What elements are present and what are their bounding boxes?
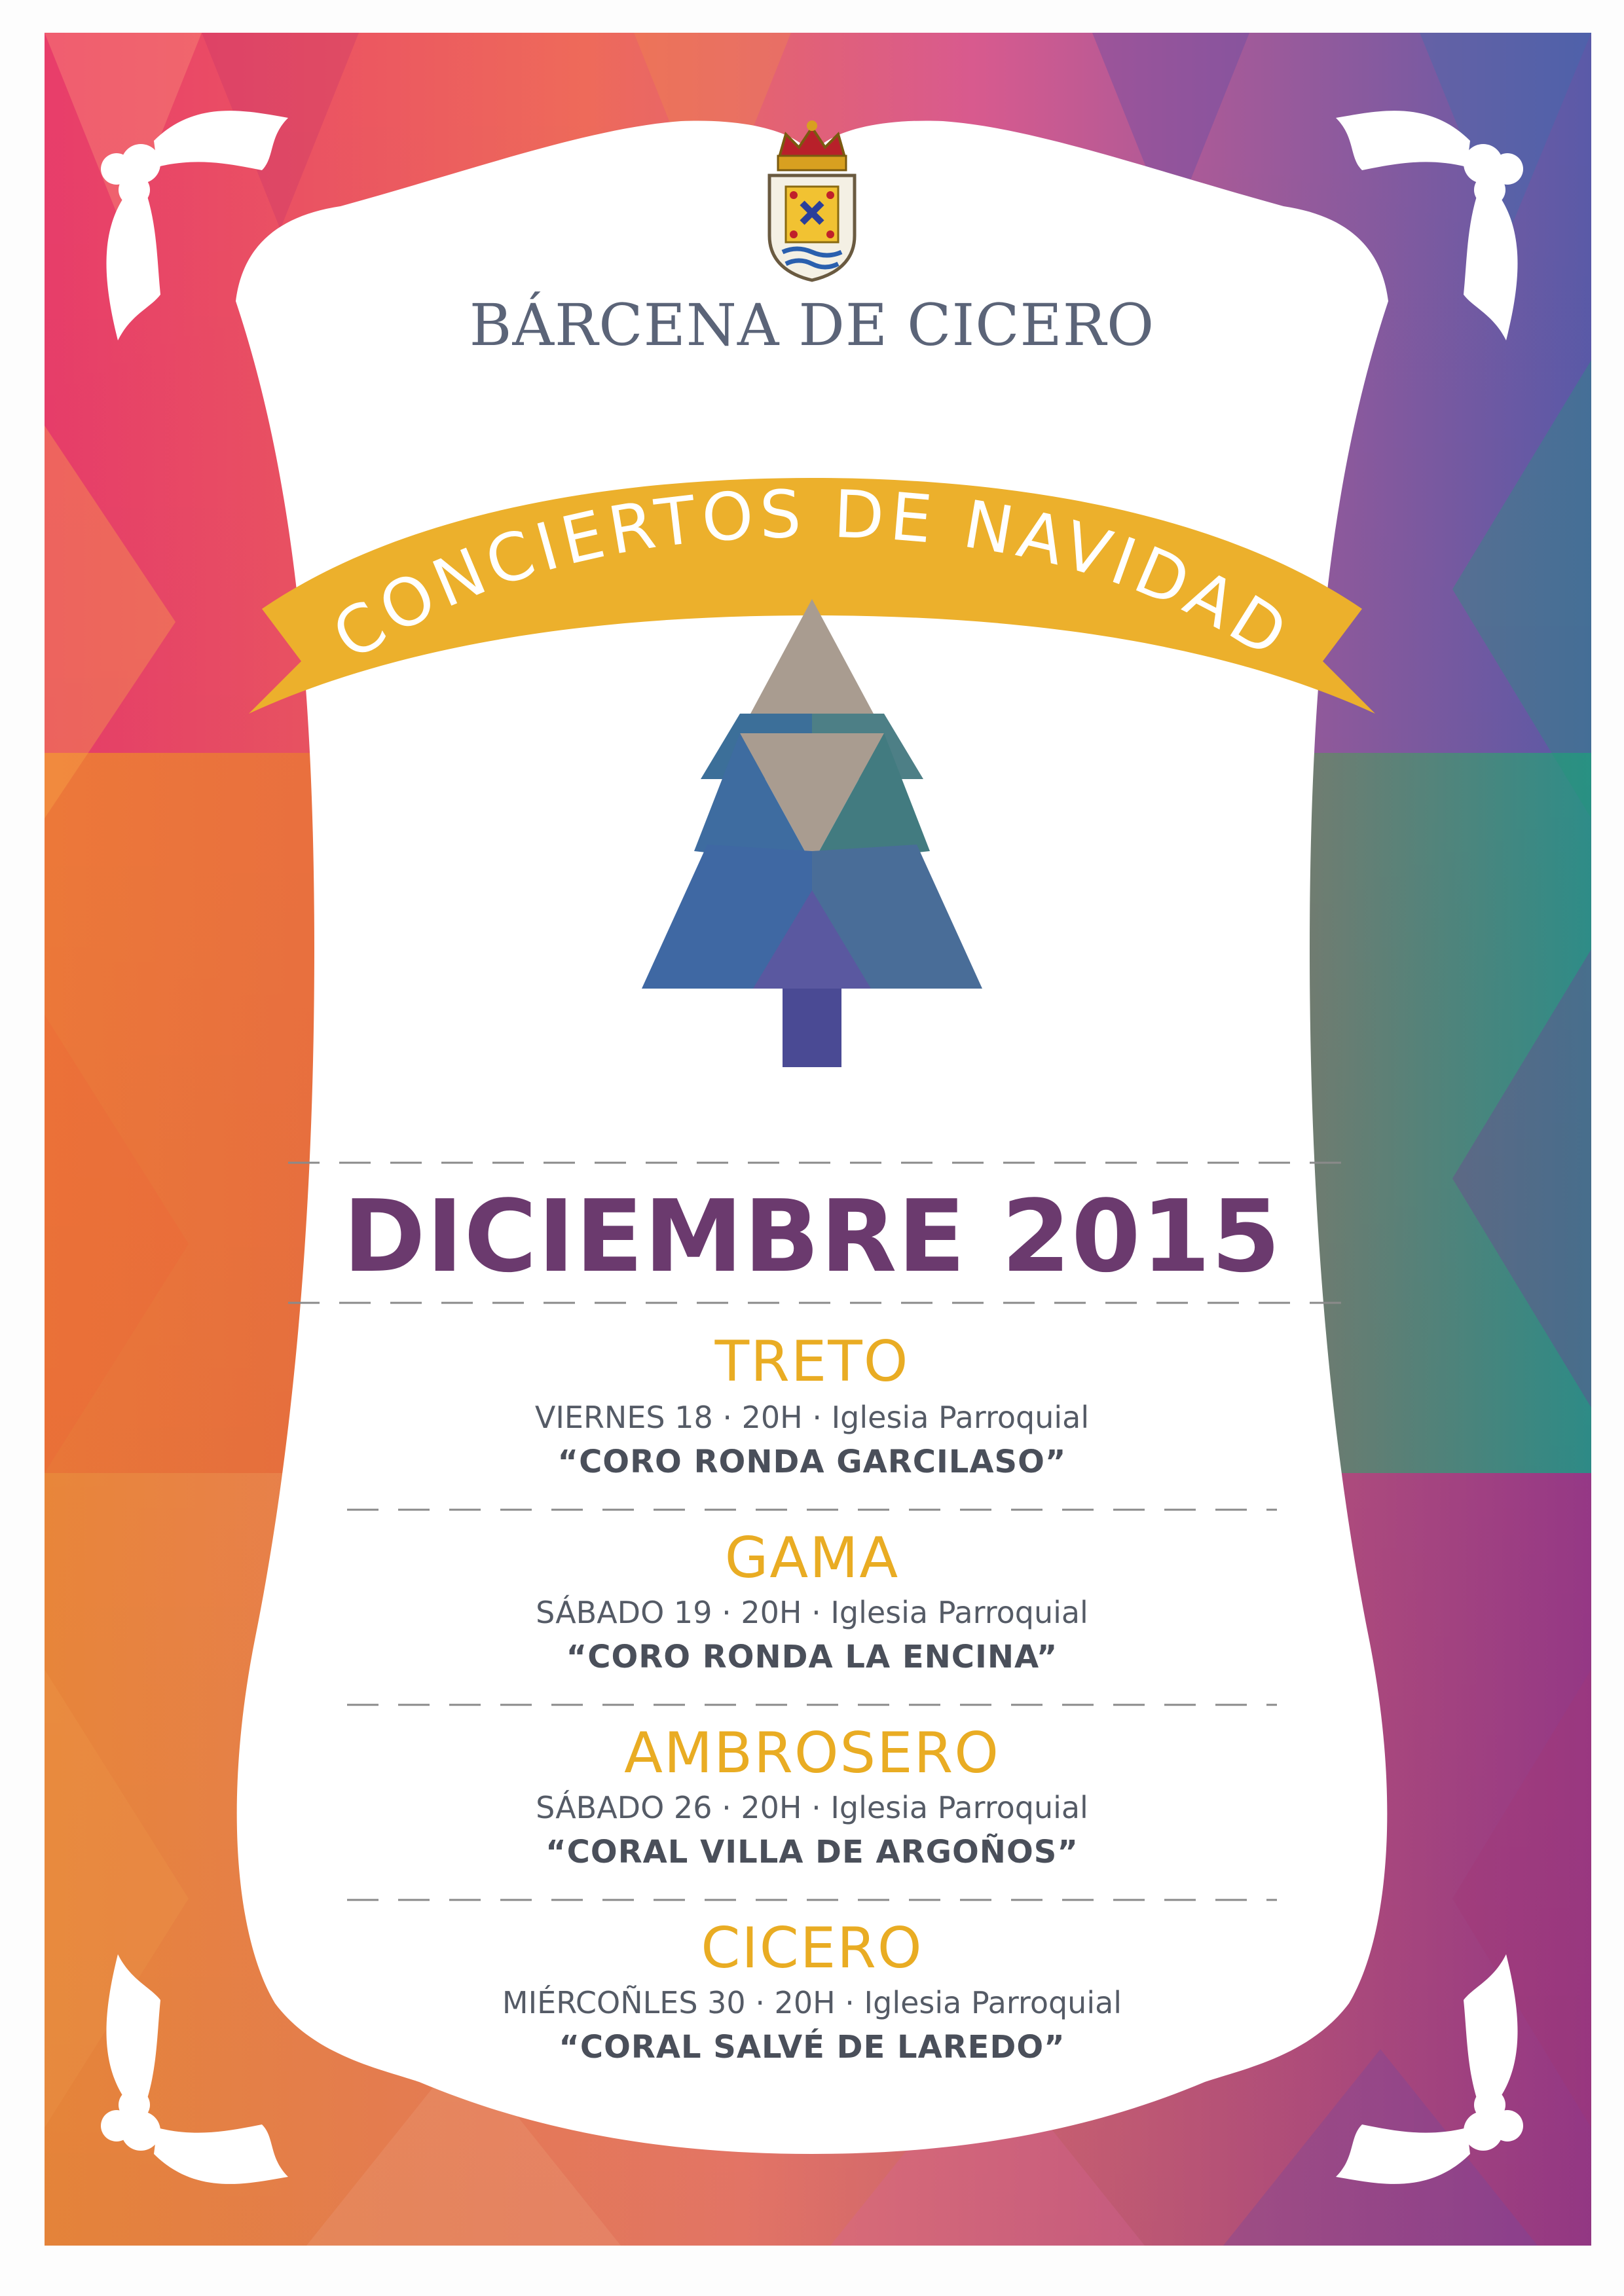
concert-choir: “CORO RONDA GARCILASO” xyxy=(557,1444,1067,1480)
concert-town: CICERO xyxy=(701,1916,923,1981)
coat-of-arms-icon xyxy=(769,120,855,280)
municipality-name: BÁRCENA DE CICERO xyxy=(469,291,1155,359)
banner-title: CONCIERTOS DE NAVIDAD xyxy=(320,475,1304,675)
concert-town: AMBROSERO xyxy=(624,1721,1000,1786)
concert-choir: “CORAL VILLA DE ARGOÑOS” xyxy=(545,1834,1079,1870)
concert-details: VIERNES 18 · 20H · Iglesia Parroquial xyxy=(534,1400,1090,1435)
concert-town: TRETO xyxy=(714,1329,910,1394)
concert-details: MIÉRCOÑLES 30 · 20H · Iglesia Parroquial xyxy=(502,1985,1122,2020)
concert-details: SÁBADO 19 · 20H · Iglesia Parroquial xyxy=(536,1595,1088,1630)
concert-choir: “CORO RONDA LA ENCINA” xyxy=(566,1639,1058,1675)
concert-choir: “CORAL SALVÉ DE LAREDO” xyxy=(559,2029,1065,2066)
concert-details: SÁBADO 26 · 20H · Iglesia Parroquial xyxy=(536,1790,1088,1825)
concert-town: GAMA xyxy=(724,1525,900,1591)
month-title: DICIEMBRE 2015 xyxy=(342,1178,1282,1294)
